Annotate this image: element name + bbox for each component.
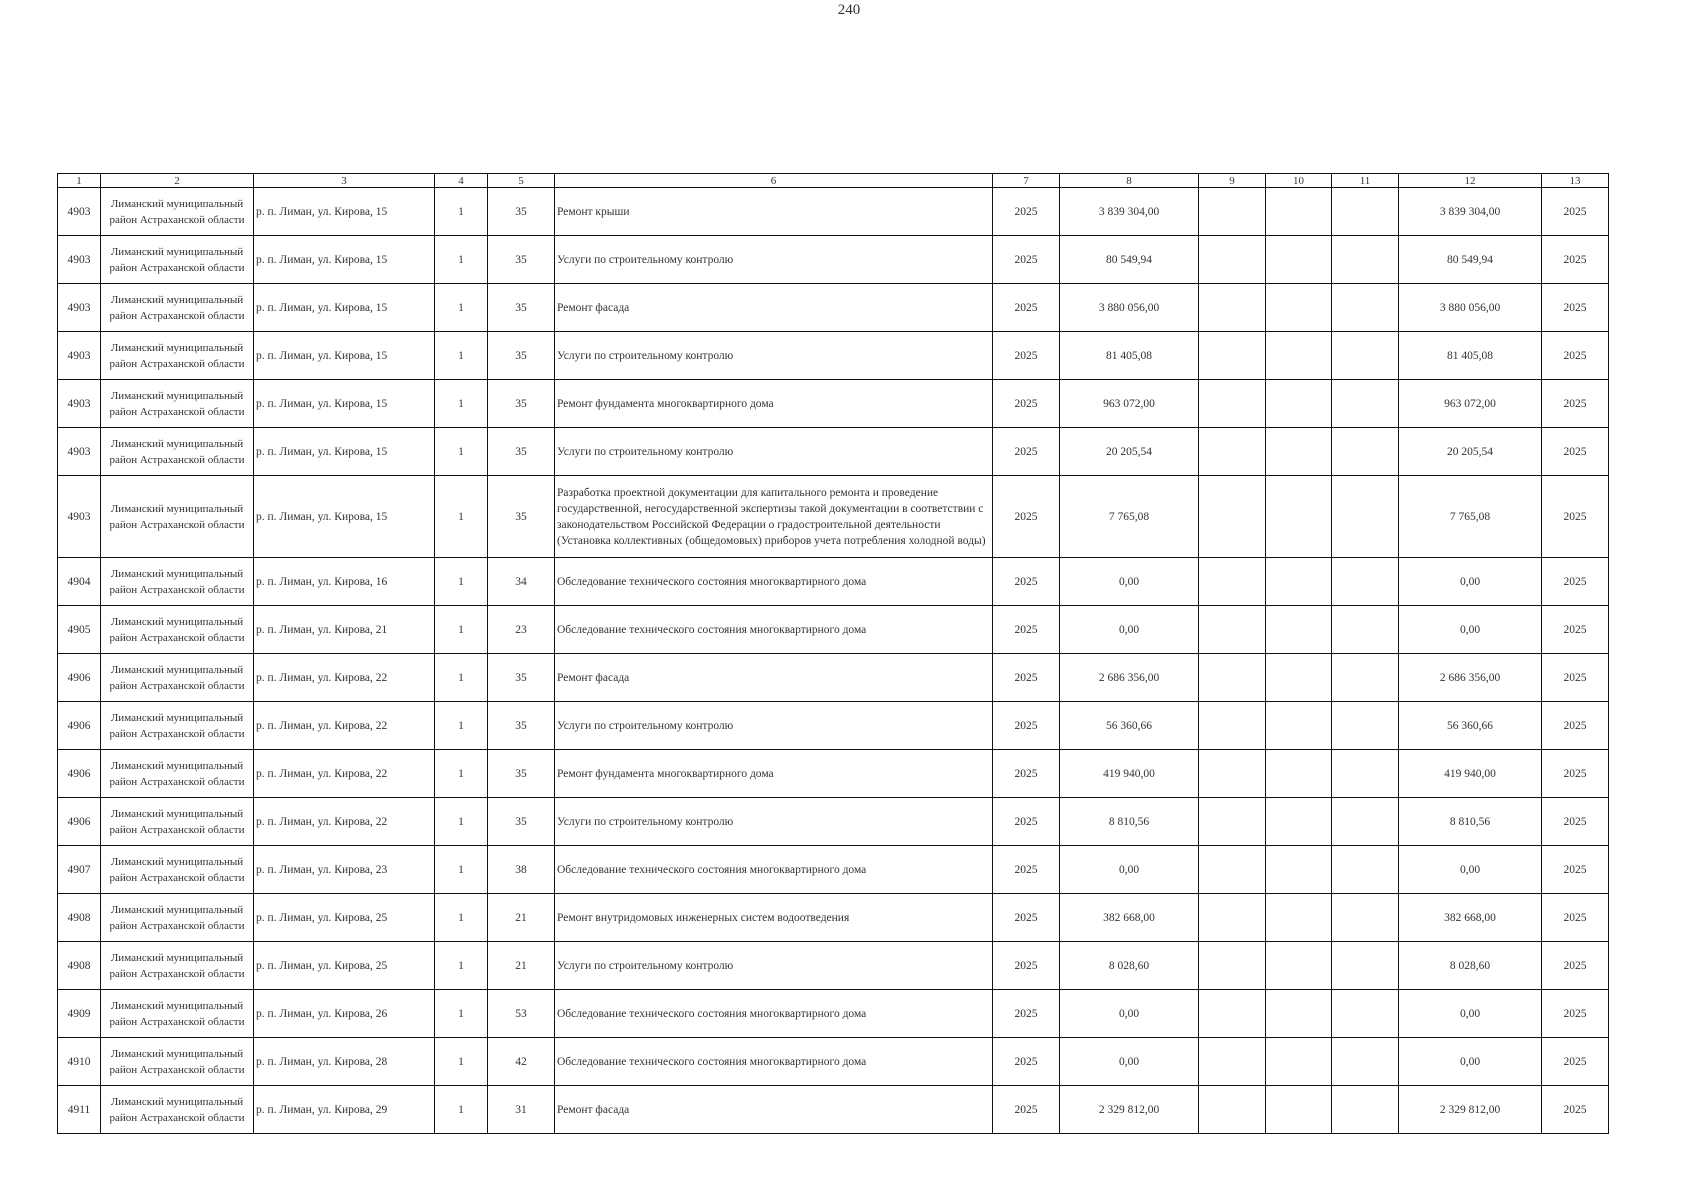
record-number: 4909 bbox=[58, 990, 101, 1038]
address: р. п. Лиман, ул. Кирова, 15 bbox=[254, 476, 435, 558]
cell-col11 bbox=[1332, 846, 1399, 894]
completion-year: 2025 bbox=[1542, 188, 1609, 236]
year: 2025 bbox=[993, 1086, 1060, 1134]
cell-col5: 35 bbox=[488, 188, 555, 236]
cost-fund: 0,00 bbox=[1399, 1038, 1542, 1086]
year: 2025 bbox=[993, 990, 1060, 1038]
record-number: 4903 bbox=[58, 236, 101, 284]
cell-col11 bbox=[1332, 428, 1399, 476]
completion-year: 2025 bbox=[1542, 750, 1609, 798]
year: 2025 bbox=[993, 332, 1060, 380]
table-row bbox=[58, 284, 1609, 332]
record-number: 4908 bbox=[58, 894, 101, 942]
cost-total: 0,00 bbox=[1060, 990, 1199, 1038]
cell-col4: 1 bbox=[435, 188, 488, 236]
cell-col11 bbox=[1332, 558, 1399, 606]
cost-total: 963 072,00 bbox=[1060, 380, 1199, 428]
municipality: Лиманский муниципальный район Астраханской области bbox=[101, 428, 254, 476]
table-row bbox=[58, 750, 1609, 798]
column-number-header: 1 bbox=[58, 174, 101, 188]
year: 2025 bbox=[993, 606, 1060, 654]
cell-col9 bbox=[1199, 990, 1266, 1038]
record-number: 4903 bbox=[58, 380, 101, 428]
work-type: Услуги по строительному контролю bbox=[555, 428, 993, 476]
completion-year: 2025 bbox=[1542, 558, 1609, 606]
year: 2025 bbox=[993, 702, 1060, 750]
cost-fund: 0,00 bbox=[1399, 558, 1542, 606]
cost-fund: 3 839 304,00 bbox=[1399, 188, 1542, 236]
cell-col11 bbox=[1332, 702, 1399, 750]
table-row bbox=[58, 654, 1609, 702]
cell-col9 bbox=[1199, 236, 1266, 284]
year: 2025 bbox=[993, 236, 1060, 284]
work-type: Услуги по строительному контролю bbox=[555, 236, 993, 284]
cell-col9 bbox=[1199, 942, 1266, 990]
cell-col9 bbox=[1199, 332, 1266, 380]
cost-total: 81 405,08 bbox=[1060, 332, 1199, 380]
cost-total: 80 549,94 bbox=[1060, 236, 1199, 284]
cost-total: 0,00 bbox=[1060, 606, 1199, 654]
cost-total: 7 765,08 bbox=[1060, 476, 1199, 558]
completion-year: 2025 bbox=[1542, 428, 1609, 476]
cell-col5: 23 bbox=[488, 606, 555, 654]
year: 2025 bbox=[993, 428, 1060, 476]
cell-col9 bbox=[1199, 894, 1266, 942]
work-type: Разработка проектной документации для капитального ремонта и проведение государственной, негосударственной экспертизы такой документации в соответствии с законодательством Российской Федерации о градостроительной деятельности (Установка коллективных (общедомовых) приборов учета потребления холодной воды) bbox=[555, 476, 993, 558]
completion-year: 2025 bbox=[1542, 380, 1609, 428]
cost-fund: 8 810,56 bbox=[1399, 798, 1542, 846]
completion-year: 2025 bbox=[1542, 1038, 1609, 1086]
cell-col9 bbox=[1199, 476, 1266, 558]
cost-total: 419 940,00 bbox=[1060, 750, 1199, 798]
address: р. п. Лиман, ул. Кирова, 22 bbox=[254, 798, 435, 846]
cell-col10 bbox=[1266, 188, 1332, 236]
cell-col4: 1 bbox=[435, 942, 488, 990]
cell-col4: 1 bbox=[435, 846, 488, 894]
address: р. п. Лиман, ул. Кирова, 15 bbox=[254, 284, 435, 332]
work-type: Обследование технического состояния многоквартирного дома bbox=[555, 1038, 993, 1086]
municipality: Лиманский муниципальный район Астраханской области bbox=[101, 558, 254, 606]
cell-col10 bbox=[1266, 846, 1332, 894]
column-number-header: 12 bbox=[1399, 174, 1542, 188]
municipality: Лиманский муниципальный район Астраханской области bbox=[101, 476, 254, 558]
cost-fund: 81 405,08 bbox=[1399, 332, 1542, 380]
year: 2025 bbox=[993, 188, 1060, 236]
cell-col5: 53 bbox=[488, 990, 555, 1038]
completion-year: 2025 bbox=[1542, 942, 1609, 990]
cell-col10 bbox=[1266, 942, 1332, 990]
column-number-header: 6 bbox=[555, 174, 993, 188]
work-type: Услуги по строительному контролю bbox=[555, 702, 993, 750]
cell-col9 bbox=[1199, 428, 1266, 476]
year: 2025 bbox=[993, 284, 1060, 332]
address: р. п. Лиман, ул. Кирова, 15 bbox=[254, 188, 435, 236]
address: р. п. Лиман, ул. Кирова, 22 bbox=[254, 654, 435, 702]
cell-col9 bbox=[1199, 380, 1266, 428]
table-row bbox=[58, 846, 1609, 894]
cell-col10 bbox=[1266, 654, 1332, 702]
record-number: 4906 bbox=[58, 654, 101, 702]
address: р. п. Лиман, ул. Кирова, 26 bbox=[254, 990, 435, 1038]
record-number: 4905 bbox=[58, 606, 101, 654]
table-row bbox=[58, 476, 1609, 558]
record-number: 4903 bbox=[58, 476, 101, 558]
year: 2025 bbox=[993, 654, 1060, 702]
municipality: Лиманский муниципальный район Астраханской области bbox=[101, 894, 254, 942]
record-number: 4906 bbox=[58, 702, 101, 750]
address: р. п. Лиман, ул. Кирова, 15 bbox=[254, 332, 435, 380]
cell-col4: 1 bbox=[435, 702, 488, 750]
work-type: Ремонт внутридомовых инженерных систем водоотведения bbox=[555, 894, 993, 942]
cost-fund: 0,00 bbox=[1399, 606, 1542, 654]
address: р. п. Лиман, ул. Кирова, 15 bbox=[254, 380, 435, 428]
address: р. п. Лиман, ул. Кирова, 23 bbox=[254, 846, 435, 894]
table-body bbox=[58, 188, 1609, 1134]
cell-col4: 1 bbox=[435, 798, 488, 846]
cell-col11 bbox=[1332, 332, 1399, 380]
completion-year: 2025 bbox=[1542, 236, 1609, 284]
year: 2025 bbox=[993, 942, 1060, 990]
year: 2025 bbox=[993, 476, 1060, 558]
cost-fund: 419 940,00 bbox=[1399, 750, 1542, 798]
cost-fund: 56 360,66 bbox=[1399, 702, 1542, 750]
cell-col9 bbox=[1199, 606, 1266, 654]
cost-fund: 3 880 056,00 bbox=[1399, 284, 1542, 332]
year: 2025 bbox=[993, 380, 1060, 428]
cell-col11 bbox=[1332, 990, 1399, 1038]
cell-col5: 31 bbox=[488, 1086, 555, 1134]
column-number-header-row bbox=[58, 174, 1609, 188]
cost-fund: 20 205,54 bbox=[1399, 428, 1542, 476]
cell-col5: 35 bbox=[488, 476, 555, 558]
record-number: 4911 bbox=[58, 1086, 101, 1134]
cell-col10 bbox=[1266, 380, 1332, 428]
cell-col4: 1 bbox=[435, 990, 488, 1038]
completion-year: 2025 bbox=[1542, 702, 1609, 750]
cell-col5: 38 bbox=[488, 846, 555, 894]
cell-col11 bbox=[1332, 1086, 1399, 1134]
table-row bbox=[58, 990, 1609, 1038]
cell-col4: 1 bbox=[435, 1086, 488, 1134]
cell-col9 bbox=[1199, 846, 1266, 894]
cell-col10 bbox=[1266, 476, 1332, 558]
municipality: Лиманский муниципальный район Астраханской области bbox=[101, 942, 254, 990]
cell-col9 bbox=[1199, 798, 1266, 846]
completion-year: 2025 bbox=[1542, 332, 1609, 380]
cell-col10 bbox=[1266, 990, 1332, 1038]
cell-col5: 34 bbox=[488, 558, 555, 606]
address: р. п. Лиман, ул. Кирова, 22 bbox=[254, 702, 435, 750]
municipality: Лиманский муниципальный район Астраханской области bbox=[101, 750, 254, 798]
cost-total: 8 028,60 bbox=[1060, 942, 1199, 990]
cell-col4: 1 bbox=[435, 380, 488, 428]
cost-fund: 963 072,00 bbox=[1399, 380, 1542, 428]
work-type: Ремонт фундамента многоквартирного дома bbox=[555, 380, 993, 428]
column-number-header: 13 bbox=[1542, 174, 1609, 188]
work-type: Обследование технического состояния многоквартирного дома bbox=[555, 606, 993, 654]
completion-year: 2025 bbox=[1542, 284, 1609, 332]
cell-col5: 35 bbox=[488, 380, 555, 428]
cost-fund: 7 765,08 bbox=[1399, 476, 1542, 558]
work-type: Ремонт фасада bbox=[555, 284, 993, 332]
cell-col11 bbox=[1332, 476, 1399, 558]
completion-year: 2025 bbox=[1542, 606, 1609, 654]
column-number-header: 4 bbox=[435, 174, 488, 188]
column-number-header: 9 bbox=[1199, 174, 1266, 188]
cell-col5: 35 bbox=[488, 332, 555, 380]
record-number: 4906 bbox=[58, 798, 101, 846]
municipality: Лиманский муниципальный район Астраханской области bbox=[101, 188, 254, 236]
column-number-header: 7 bbox=[993, 174, 1060, 188]
table-row bbox=[58, 332, 1609, 380]
address: р. п. Лиман, ул. Кирова, 21 bbox=[254, 606, 435, 654]
cell-col11 bbox=[1332, 284, 1399, 332]
completion-year: 2025 bbox=[1542, 476, 1609, 558]
year: 2025 bbox=[993, 558, 1060, 606]
cell-col4: 1 bbox=[435, 428, 488, 476]
cell-col5: 35 bbox=[488, 284, 555, 332]
completion-year: 2025 bbox=[1542, 990, 1609, 1038]
completion-year: 2025 bbox=[1542, 1086, 1609, 1134]
table-row bbox=[58, 428, 1609, 476]
cell-col10 bbox=[1266, 558, 1332, 606]
municipality: Лиманский муниципальный район Астраханской области bbox=[101, 702, 254, 750]
cell-col9 bbox=[1199, 750, 1266, 798]
municipality: Лиманский муниципальный район Астраханской области bbox=[101, 332, 254, 380]
municipality: Лиманский муниципальный район Астраханской области bbox=[101, 1086, 254, 1134]
cell-col5: 35 bbox=[488, 798, 555, 846]
cell-col11 bbox=[1332, 750, 1399, 798]
cost-total: 0,00 bbox=[1060, 1038, 1199, 1086]
work-type: Ремонт крыши bbox=[555, 188, 993, 236]
completion-year: 2025 bbox=[1542, 798, 1609, 846]
column-number-header: 3 bbox=[254, 174, 435, 188]
municipality: Лиманский муниципальный район Астраханской области bbox=[101, 284, 254, 332]
table-row bbox=[58, 606, 1609, 654]
year: 2025 bbox=[993, 750, 1060, 798]
municipality: Лиманский муниципальный район Астраханской области bbox=[101, 606, 254, 654]
cell-col4: 1 bbox=[435, 476, 488, 558]
municipality: Лиманский муниципальный район Астраханской области bbox=[101, 380, 254, 428]
column-number-header: 11 bbox=[1332, 174, 1399, 188]
table-row bbox=[58, 702, 1609, 750]
cell-col11 bbox=[1332, 606, 1399, 654]
column-number-header: 5 bbox=[488, 174, 555, 188]
cell-col9 bbox=[1199, 1086, 1266, 1134]
address: р. п. Лиман, ул. Кирова, 15 bbox=[254, 236, 435, 284]
cell-col11 bbox=[1332, 894, 1399, 942]
work-type: Услуги по строительному контролю bbox=[555, 332, 993, 380]
cell-col11 bbox=[1332, 942, 1399, 990]
cell-col9 bbox=[1199, 1038, 1266, 1086]
cell-col10 bbox=[1266, 606, 1332, 654]
cost-total: 0,00 bbox=[1060, 846, 1199, 894]
work-type: Ремонт фасада bbox=[555, 1086, 993, 1134]
cell-col4: 1 bbox=[435, 750, 488, 798]
municipality: Лиманский муниципальный район Астраханской области bbox=[101, 990, 254, 1038]
municipality: Лиманский муниципальный район Астраханской области bbox=[101, 1038, 254, 1086]
cell-col10 bbox=[1266, 798, 1332, 846]
completion-year: 2025 bbox=[1542, 654, 1609, 702]
cost-total: 20 205,54 bbox=[1060, 428, 1199, 476]
cost-total: 2 686 356,00 bbox=[1060, 654, 1199, 702]
cost-fund: 80 549,94 bbox=[1399, 236, 1542, 284]
cell-col9 bbox=[1199, 284, 1266, 332]
cell-col11 bbox=[1332, 236, 1399, 284]
table-row bbox=[58, 894, 1609, 942]
record-number: 4903 bbox=[58, 428, 101, 476]
table-row bbox=[58, 942, 1609, 990]
cell-col5: 35 bbox=[488, 236, 555, 284]
table-row bbox=[58, 558, 1609, 606]
address: р. п. Лиман, ул. Кирова, 25 bbox=[254, 894, 435, 942]
year: 2025 bbox=[993, 894, 1060, 942]
cost-total: 2 329 812,00 bbox=[1060, 1086, 1199, 1134]
cell-col4: 1 bbox=[435, 236, 488, 284]
address: р. п. Лиман, ул. Кирова, 29 bbox=[254, 1086, 435, 1134]
cell-col10 bbox=[1266, 1038, 1332, 1086]
work-type: Ремонт фундамента многоквартирного дома bbox=[555, 750, 993, 798]
record-number: 4903 bbox=[58, 332, 101, 380]
cell-col5: 35 bbox=[488, 702, 555, 750]
work-type: Ремонт фасада bbox=[555, 654, 993, 702]
year: 2025 bbox=[993, 1038, 1060, 1086]
cell-col4: 1 bbox=[435, 654, 488, 702]
cell-col11 bbox=[1332, 654, 1399, 702]
record-number: 4903 bbox=[58, 284, 101, 332]
municipality: Лиманский муниципальный район Астраханской области bbox=[101, 798, 254, 846]
cell-col4: 1 bbox=[435, 332, 488, 380]
record-number: 4903 bbox=[58, 188, 101, 236]
record-number: 4904 bbox=[58, 558, 101, 606]
repair-program-table bbox=[57, 173, 1609, 1134]
column-number-header: 10 bbox=[1266, 174, 1332, 188]
cell-col10 bbox=[1266, 702, 1332, 750]
work-type: Обследование технического состояния многоквартирного дома bbox=[555, 846, 993, 894]
cell-col11 bbox=[1332, 380, 1399, 428]
record-number: 4906 bbox=[58, 750, 101, 798]
cell-col11 bbox=[1332, 1038, 1399, 1086]
table-row bbox=[58, 798, 1609, 846]
record-number: 4907 bbox=[58, 846, 101, 894]
record-number: 4910 bbox=[58, 1038, 101, 1086]
work-type: Обследование технического состояния многоквартирного дома bbox=[555, 990, 993, 1038]
work-type: Услуги по строительному контролю bbox=[555, 798, 993, 846]
cell-col10 bbox=[1266, 750, 1332, 798]
cell-col9 bbox=[1199, 188, 1266, 236]
cost-total: 382 668,00 bbox=[1060, 894, 1199, 942]
cell-col9 bbox=[1199, 558, 1266, 606]
column-number-header: 2 bbox=[101, 174, 254, 188]
cell-col4: 1 bbox=[435, 558, 488, 606]
cost-fund: 0,00 bbox=[1399, 846, 1542, 894]
completion-year: 2025 bbox=[1542, 846, 1609, 894]
column-number-header: 8 bbox=[1060, 174, 1199, 188]
cost-fund: 382 668,00 bbox=[1399, 894, 1542, 942]
cell-col4: 1 bbox=[435, 606, 488, 654]
work-type: Обследование технического состояния многоквартирного дома bbox=[555, 558, 993, 606]
page-number: 240 bbox=[837, 2, 861, 18]
cell-col10 bbox=[1266, 1086, 1332, 1134]
cell-col4: 1 bbox=[435, 1038, 488, 1086]
cost-total: 3 880 056,00 bbox=[1060, 284, 1199, 332]
cell-col10 bbox=[1266, 428, 1332, 476]
cell-col5: 42 bbox=[488, 1038, 555, 1086]
municipality: Лиманский муниципальный район Астраханской области bbox=[101, 846, 254, 894]
cell-col4: 1 bbox=[435, 284, 488, 332]
cost-fund: 8 028,60 bbox=[1399, 942, 1542, 990]
cost-fund: 2 329 812,00 bbox=[1399, 1086, 1542, 1134]
table-row bbox=[58, 380, 1609, 428]
table-row bbox=[58, 1086, 1609, 1134]
cell-col5: 35 bbox=[488, 750, 555, 798]
completion-year: 2025 bbox=[1542, 894, 1609, 942]
municipality: Лиманский муниципальный район Астраханской области bbox=[101, 654, 254, 702]
cell-col11 bbox=[1332, 798, 1399, 846]
cell-col9 bbox=[1199, 702, 1266, 750]
cell-col10 bbox=[1266, 332, 1332, 380]
address: р. п. Лиман, ул. Кирова, 25 bbox=[254, 942, 435, 990]
cell-col9 bbox=[1199, 654, 1266, 702]
address: р. п. Лиман, ул. Кирова, 15 bbox=[254, 428, 435, 476]
cost-fund: 2 686 356,00 bbox=[1399, 654, 1542, 702]
address: р. п. Лиман, ул. Кирова, 16 bbox=[254, 558, 435, 606]
table-row bbox=[58, 1038, 1609, 1086]
work-type: Услуги по строительному контролю bbox=[555, 942, 993, 990]
year: 2025 bbox=[993, 798, 1060, 846]
address: р. п. Лиман, ул. Кирова, 28 bbox=[254, 1038, 435, 1086]
cell-col5: 21 bbox=[488, 942, 555, 990]
record-number: 4908 bbox=[58, 942, 101, 990]
cell-col4: 1 bbox=[435, 894, 488, 942]
cell-col5: 21 bbox=[488, 894, 555, 942]
cell-col5: 35 bbox=[488, 428, 555, 476]
cost-total: 3 839 304,00 bbox=[1060, 188, 1199, 236]
cost-fund: 0,00 bbox=[1399, 990, 1542, 1038]
cell-col5: 35 bbox=[488, 654, 555, 702]
year: 2025 bbox=[993, 846, 1060, 894]
table-row bbox=[58, 188, 1609, 236]
cell-col10 bbox=[1266, 894, 1332, 942]
address: р. п. Лиман, ул. Кирова, 22 bbox=[254, 750, 435, 798]
cell-col10 bbox=[1266, 284, 1332, 332]
cell-col10 bbox=[1266, 236, 1332, 284]
table-row bbox=[58, 236, 1609, 284]
cost-total: 0,00 bbox=[1060, 558, 1199, 606]
municipality: Лиманский муниципальный район Астраханской области bbox=[101, 236, 254, 284]
cost-total: 8 810,56 bbox=[1060, 798, 1199, 846]
cell-col11 bbox=[1332, 188, 1399, 236]
cost-total: 56 360,66 bbox=[1060, 702, 1199, 750]
